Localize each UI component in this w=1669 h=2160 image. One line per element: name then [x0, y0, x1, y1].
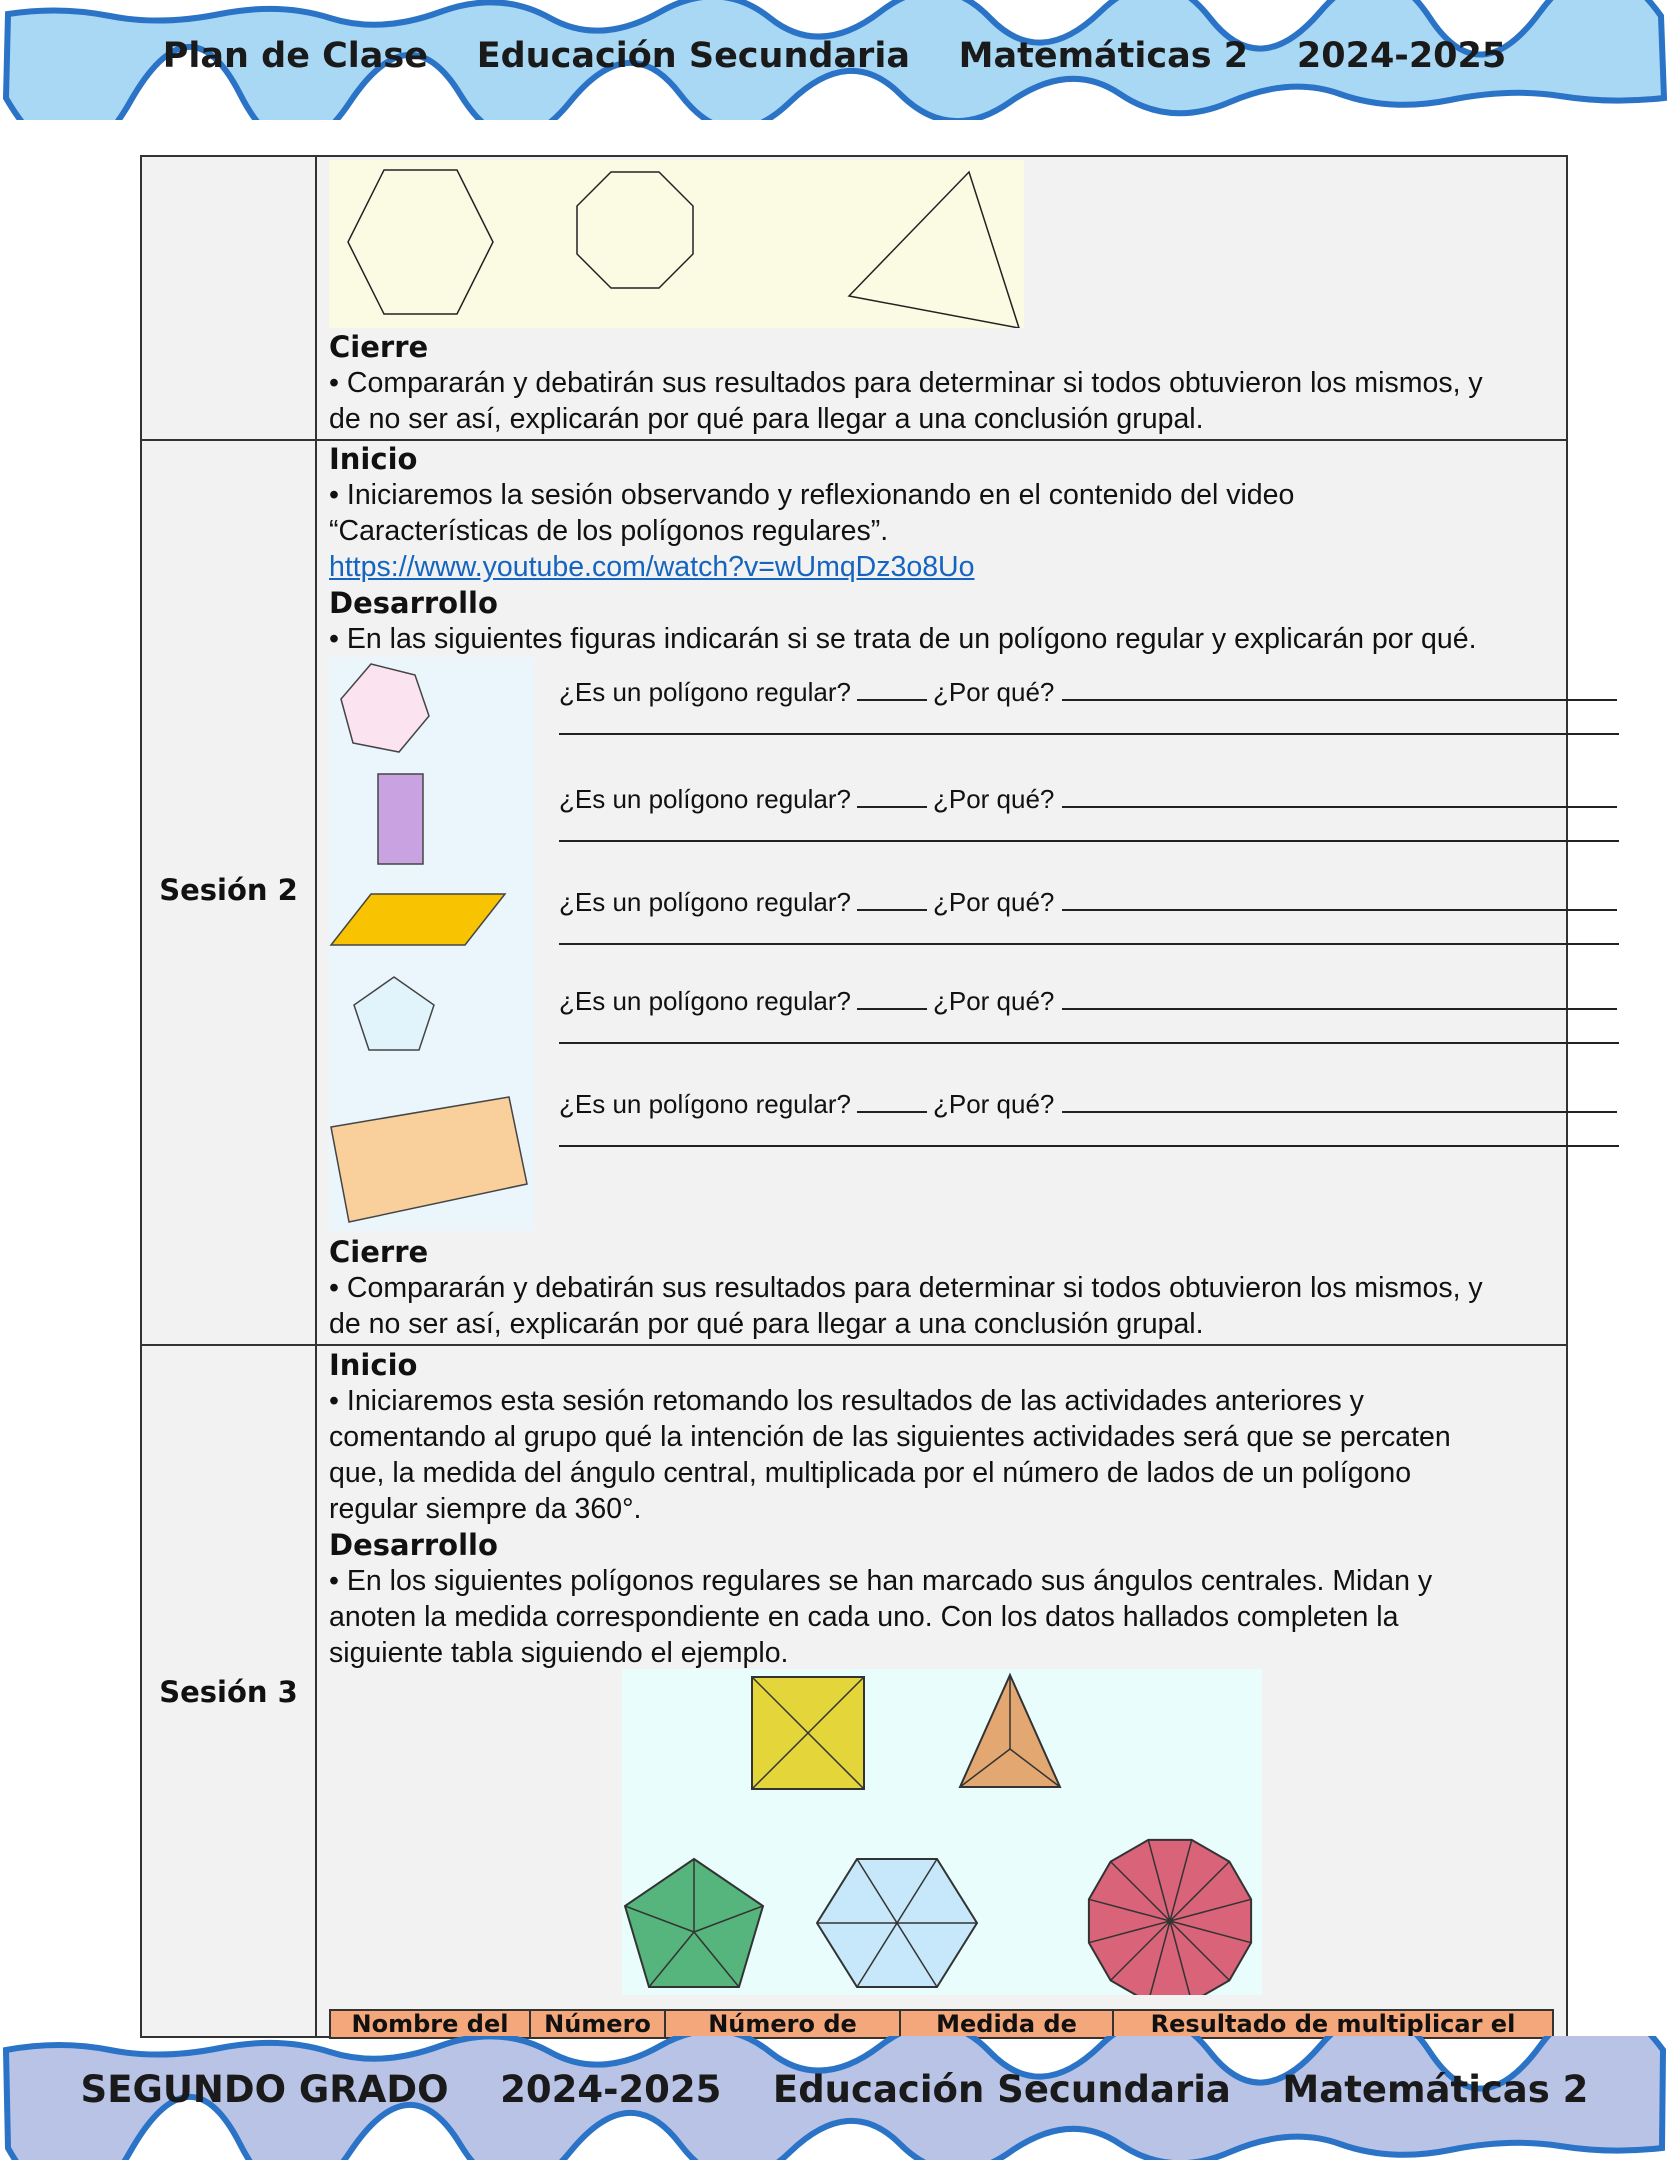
- video-link[interactable]: https://www.youtube.com/watch?v=wUmqDz3o8Uo: [329, 551, 975, 583]
- table-header-cell: Nombre del: [331, 2011, 531, 2037]
- inicio-text-line: • Iniciaremos esta sesión retomando los resultados de las actividades anteriores y: [329, 1385, 1364, 1417]
- question-text: ¿Es un polígono regular?: [559, 677, 851, 707]
- question-row: [559, 986, 1617, 1017]
- explanation-line[interactable]: [559, 1042, 1619, 1044]
- explanation-line[interactable]: [559, 733, 1619, 735]
- desarrollo-heading: Desarrollo: [329, 586, 498, 620]
- inicio-heading: Inicio: [329, 442, 418, 476]
- inicio-text-line: que, la medida del ángulo central, multiplicada por el número de lados de un polígono: [329, 1457, 1412, 1489]
- question-text: ¿Es un polígono regular?: [559, 784, 851, 814]
- lesson-plan-table: [140, 155, 1568, 2038]
- desarrollo-text-line: siguiente tabla siguiendo el ejemplo.: [329, 1637, 789, 1669]
- question-row: [559, 677, 1617, 708]
- cierre-text-line: • Compararán y debatirán sus resultados para determinar si todos obtuvieron los mismos, y: [329, 1272, 1483, 1304]
- explanation-line[interactable]: [559, 943, 1619, 945]
- inicio-heading: Inicio: [329, 1348, 418, 1382]
- table-header-cell: Resultado de multiplicar el: [1150, 2010, 1516, 2038]
- inicio-text-line: “Características de los polígonos regulares”.: [329, 515, 889, 547]
- why-text: ¿Por qué?: [932, 1089, 1055, 1119]
- dodecagon: [1089, 1840, 1251, 1995]
- data-table-header: [329, 2009, 1554, 2039]
- regular-polygons-central-angles: [622, 1669, 1262, 1995]
- desarrollo-text-line: • En los siguientes polígonos regulares se han marcado sus ángulos centrales. Midan y: [329, 1565, 1433, 1597]
- shapes-image: [329, 657, 534, 1231]
- desarrollo-text-line: anoten la medida correspondiente en cada uno. Con los datos hallados completen la: [329, 1601, 1399, 1633]
- desarrollo-text-line: • En las siguientes figuras indicarán si se trata de un polígono regular y explicarán por qué.: [329, 623, 1477, 655]
- answer-blank[interactable]: [857, 1089, 927, 1113]
- answer-blank[interactable]: [857, 784, 927, 808]
- polygon-outlines: [329, 160, 1024, 328]
- cierre-heading: Cierre: [329, 330, 429, 364]
- cierre-heading: Cierre: [329, 1235, 429, 1269]
- cierre-text-line: • Compararán y debatirán sus resultados para determinar si todos obtuvieron los mismos, y: [329, 367, 1483, 399]
- why-text: ¿Por qué?: [932, 677, 1055, 707]
- row-separator: [142, 1344, 1566, 1346]
- explanation-blank[interactable]: [1062, 784, 1617, 808]
- question-text: ¿Es un polígono regular?: [559, 986, 851, 1016]
- inicio-text-line: • Iniciaremos la sesión observando y reflexionando en el contenido del video: [329, 479, 1295, 511]
- inicio-text-line: regular siempre da 360°.: [329, 1493, 642, 1525]
- question-row: [559, 887, 1617, 918]
- table-header-cell: Número de: [666, 2011, 901, 2037]
- question-text: ¿Es un polígono regular?: [559, 887, 851, 917]
- question-row: [559, 1089, 1617, 1120]
- why-text: ¿Por qué?: [932, 784, 1055, 814]
- session-2-label: Sesión 2: [159, 873, 298, 907]
- inicio-text-line: comentando al grupo qué la intención de las siguientes actividades será que se percaten: [329, 1421, 1451, 1453]
- central-angles-image: [622, 1669, 1262, 1995]
- session-3-label: Sesión 3: [159, 1675, 298, 1709]
- answer-blank[interactable]: [857, 887, 927, 911]
- header-banner: [0, 0, 1669, 120]
- why-text: ¿Por qué?: [932, 887, 1055, 917]
- explanation-blank[interactable]: [1062, 677, 1617, 701]
- table-header-cell: Medida de: [901, 2011, 1114, 2037]
- explanation-line[interactable]: [559, 1145, 1619, 1147]
- footer-banner: [0, 2036, 1669, 2160]
- polygons-image: [329, 160, 1024, 328]
- table-header-cell: Número: [531, 2011, 666, 2037]
- desarrollo-heading: Desarrollo: [329, 1528, 498, 1562]
- cierre-text-line: de no ser así, explicarán por qué para llegar a una conclusión grupal.: [329, 1308, 1204, 1340]
- header-title: Plan de Clase Educación Secundaria Matemáticas 2 2024-2025: [162, 36, 1507, 76]
- why-text: ¿Por qué?: [932, 986, 1055, 1016]
- answer-blank[interactable]: [857, 986, 927, 1010]
- explanation-line[interactable]: [559, 840, 1619, 842]
- explanation-blank[interactable]: [1062, 986, 1617, 1010]
- cierre-text-line: de no ser así, explicarán por qué para llegar a una conclusión grupal.: [329, 403, 1204, 435]
- shape-figures: [329, 657, 534, 1231]
- explanation-blank[interactable]: [1062, 1089, 1617, 1113]
- question-text: ¿Es un polígono regular?: [559, 1089, 851, 1119]
- explanation-blank[interactable]: [1062, 887, 1617, 911]
- question-row: [559, 784, 1617, 815]
- answer-blank[interactable]: [857, 677, 927, 701]
- footer-title: SEGUNDO GRADO 2024-2025 Educación Secundaria Matemáticas 2: [80, 2068, 1589, 2111]
